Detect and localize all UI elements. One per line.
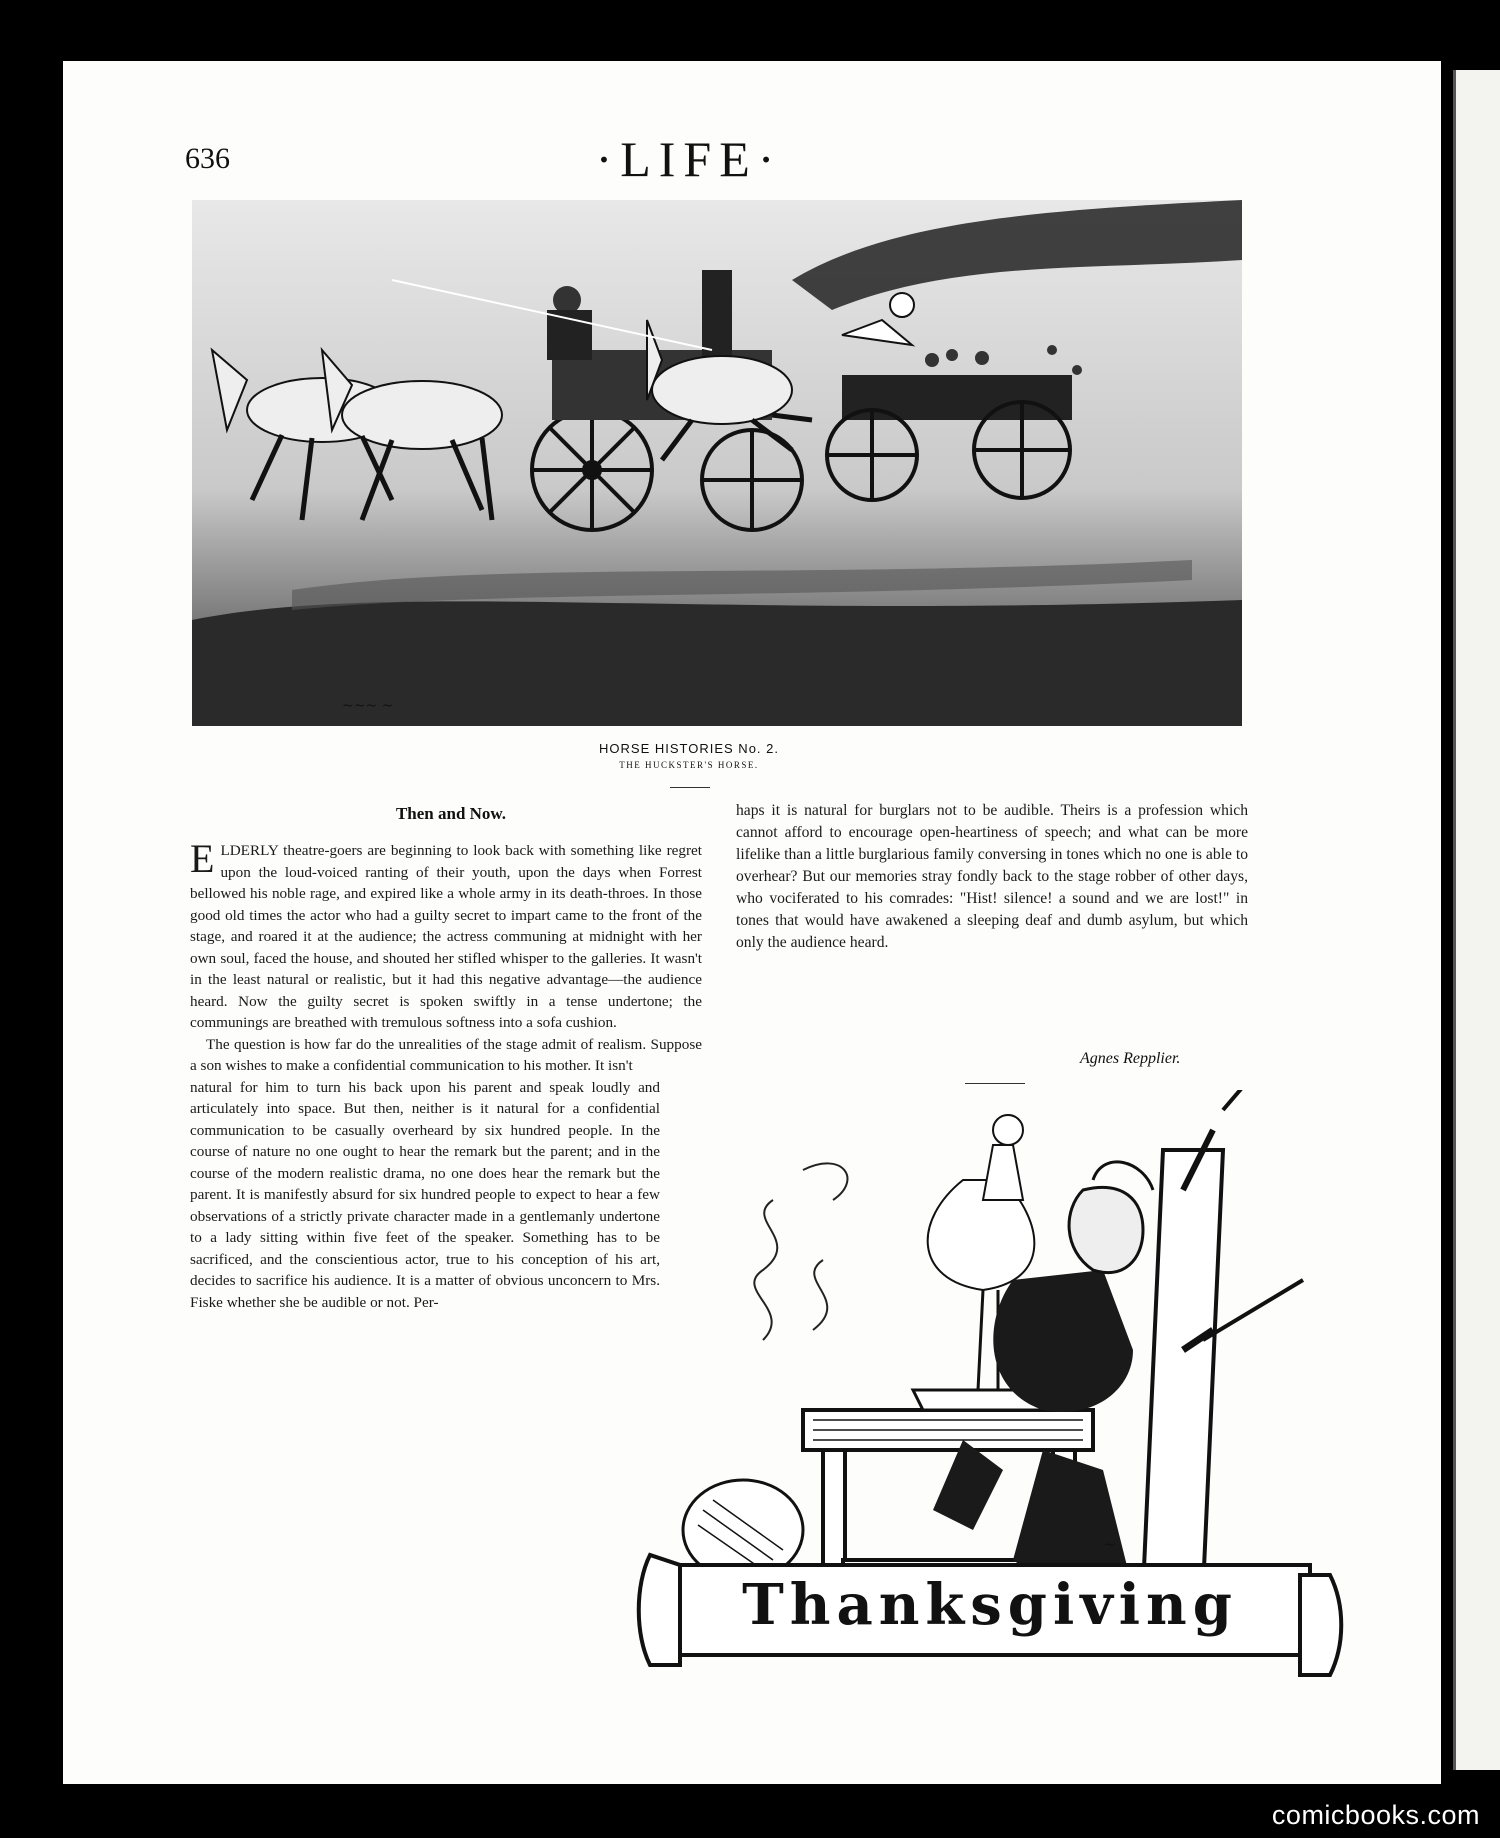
divider-rule: [965, 1083, 1025, 1084]
source-watermark: comicbooks.com: [1271, 1800, 1480, 1830]
article-column-right: [736, 800, 1248, 954]
horse-histories-illustration: [192, 200, 1242, 726]
author-signature: Agnes Repplier.: [1080, 1050, 1181, 1067]
facing-page-edge: [1453, 70, 1500, 1770]
article-paragraph: [190, 836, 702, 1034]
divider-rule: [670, 787, 710, 788]
svg-text:~~~ ~: ~~~ ~: [342, 698, 394, 714]
illustration-caption-title: HORSE HISTORIES No. 2.: [599, 741, 779, 756]
article-paragraph: [190, 1034, 702, 1077]
masthead-title: ·LIFE·: [595, 131, 783, 187]
article-title: Then and Now.: [395, 804, 507, 823]
thanksgiving-title: Thanksgiving: [742, 1572, 1238, 1638]
illustration-caption-subtitle: THE HUCKSTER'S HORSE.: [619, 760, 759, 770]
article-paragraph-text: LDERLY theatre-goers are beginning to look back with something like regret upon the loud-voiced ranting of their youth, upon the days when Forrest bellowed his noble rage, and expired like a whole army in its death-throes. In those good old times the actor who had a guilty secret to impart came to the front of the stage, and roared it at the audience; the actress communing at midnight with her own soul, faced the house, and shouted her stifled whisper to the galleries. It wasn't in the least natural or realistic, but it had this negative advantage—the audience heard. Now the guilty secret is spoken swiftly in a tense undertone; the communings are breathed with tremulous softness into a sofa cushion.: [190, 842, 702, 1031]
page-number: 636: [185, 142, 230, 175]
article-paragraph: haps it is natural for burglars not to be audible. Theirs is a profession which cannot afford to encourage open-heartiness of speech; and what can be more lifelike than a little burglarious family conversing in tones which no one is able to overhear? But our memories stray fondly back to the stage robber of other days, who vociferated to his comrades: "Hist! silence! a sound and we are lost!" in tones that would have awakened a sleeping deaf and dumb asylum, but which only the audience heard.: [736, 802, 1248, 951]
svg-text:~: ~: [1103, 1535, 1117, 1554]
article-column-left: [190, 836, 702, 1313]
article-paragraph-continued: natural for him to turn his back upon his parent and speak loudly and articulately into space. But then, neither is it natural for a confidential communication to be casually overheard by six hundred people. In the course of nature no one ought to hear the remark but the parent; and in the course of the modern realistic drama, no one does hear the remark but the parent. It is manifestly absurd for six hundred people to expect to hear a few observations of a strictly private character made in a gentlemanly undertone to a lady sitting within five feet of the speaker. Something has to be sacrificed, and the conscientious actor, true to his conception of his art, decides to sacrifice his audience. It is a matter of obvious unconcern to Mrs. Fiske whether she be audible or not. Per-: [190, 1078, 660, 1311]
drop-cap: E: [190, 836, 215, 881]
article-paragraph-text: The question is how far do the unrealities of the stage admit of realism. Suppose a son wishes to make a confidential communication to his mother. It isn't: [190, 1035, 702, 1074]
